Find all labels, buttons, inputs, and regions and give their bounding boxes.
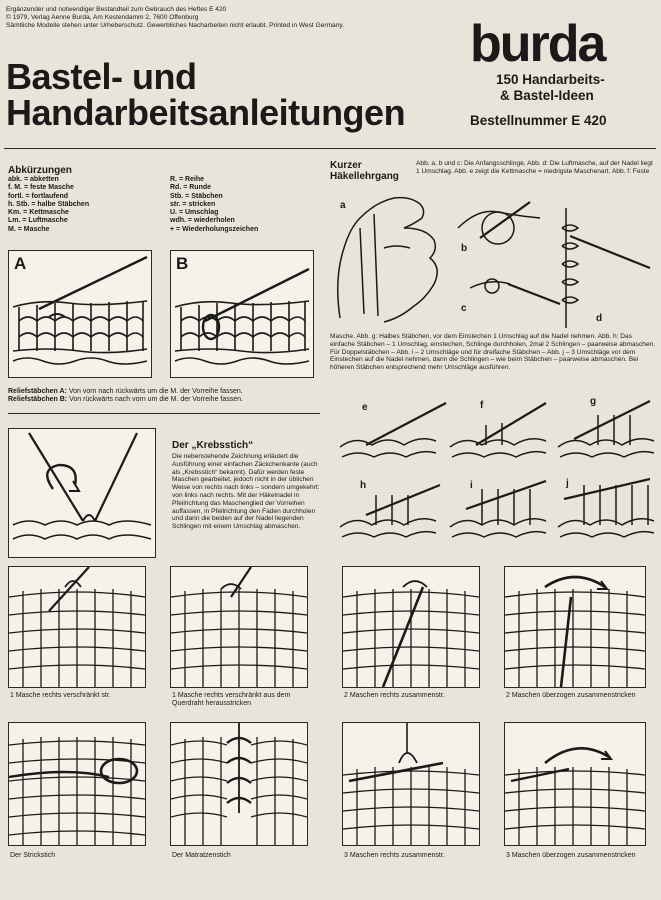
crochet-label-b: b (461, 243, 468, 254)
knitting-caption: 1 Masche rechts verschränkt aus dem Querdraht herausstricken (172, 692, 291, 708)
crochet-label-a: a (340, 200, 346, 211)
abbreviation-item: h. Stb. = halbe Stäbchen (8, 200, 90, 208)
crochet-heading-line2: Häkellehrgang (330, 171, 399, 182)
abbreviation-item: f. M. = feste Masche (8, 184, 74, 192)
subtitle-line1: 150 Handarbeits- (496, 72, 605, 87)
knitting-k2tog (342, 566, 480, 688)
crochet-heading-line1: Kurzer (330, 160, 362, 171)
abbreviation-item: R. = Reihe (170, 176, 205, 183)
abbreviations-heading: Abkürzungen (8, 165, 72, 176)
abbreviation-item: U. = Umschlag (170, 209, 219, 217)
header-note-line: Sämtliche Modelle stehen unter Urheberschutz. Gewerbliches Nacharbeiten nicht erlaubt. Printed in West Germany. (6, 21, 345, 29)
knitting-caption: 3 Maschen überzogen zusammenstricken (506, 852, 636, 859)
abbreviation-item: str. = stricken (170, 200, 216, 208)
crochet-label-j: j (566, 478, 569, 489)
crochet-label-h: h (360, 480, 367, 491)
relief-caption-a-text: Von vorn nach rückwärts um die M. der Vorreihe fassen. (66, 388, 243, 395)
subtitle-line2: & Bastel-Ideen (500, 88, 594, 103)
relief-a-label: A (14, 254, 27, 273)
page-title-line2: Handarbeitsanleitungen (6, 92, 406, 133)
crochet-course-intro: Abb. a, b und c: Die Anfangsschlinge, Abb. d: Die Luftmasche, auf der Nadel liegt 1 Umschlag. Abb. e zeigt die Kettmasche = niedrigste Maschenart. Abb. f: Feste (416, 160, 653, 175)
relief-captions (8, 388, 318, 404)
abbreviation-item: M. = Masche (8, 225, 50, 233)
relief-caption-b (8, 396, 318, 404)
crochet-label-i: i (470, 480, 473, 491)
knitting-caption: 2 Maschen rechts zusammenstr. (344, 692, 445, 699)
krebsstich-illustration (8, 428, 156, 558)
relief-caption-b-text: Von rückwärts nach vorn um die M. der Vorreihe fassen. (67, 396, 243, 404)
crochet-illustrations-a-d (330, 188, 656, 328)
knitting-twisted-stitch (8, 566, 146, 688)
header-divider (4, 148, 656, 149)
knitting-k3tog (342, 722, 480, 846)
abbreviation-item: Km. = Kettmasche (8, 209, 69, 217)
knitting-caption: 3 Maschen rechts zusammenstr. (344, 852, 445, 859)
abbreviation-item: Lm. = Luftmasche (8, 217, 68, 225)
knitting-mattress-stitch (170, 722, 308, 846)
abbreviations-left (8, 176, 158, 234)
relief-b-label: B (176, 254, 189, 273)
header-notes (6, 6, 436, 29)
abbreviations-right (170, 176, 320, 234)
crochet-illustrations-e-j (336, 395, 656, 547)
abbreviation-item: fortl. = fortlaufend (8, 192, 69, 200)
krebsstich-text: Die nebenstehende Zeichnung erläutert die Ausführung einer einfachen Zäckchenkante (auch als „Krebsstich“ bekannt). Dafür werden feste Maschen gearbeitet, jedoch nicht in der üblichen Weise von rechts nach links – sondern umgekehrt: von links nach rechts. Mit der Häkelnadel in Pfeilrichtung das Maschenglied der Vorreihen auffassen, in Pfeilrichtung den Faden durchholen und dann die beiden auf der Nadel liegenden Schlingen mit einem Umschlag abmaschen. (172, 453, 320, 531)
crochet-label-c: c (461, 303, 467, 314)
relief-a-illustration (8, 250, 152, 378)
crochet-label-e: e (362, 402, 368, 413)
crochet-course-heading (330, 160, 410, 182)
relief-b-illustration (170, 250, 314, 378)
abbreviation-item: wdh. = wiederholen (170, 217, 235, 225)
knitting-caption: Der Strickstich (10, 852, 56, 859)
relief-caption-a (8, 388, 318, 396)
abbreviation-item: abk. = abketten (8, 176, 59, 183)
knitting-caption: 2 Maschen überzogen zusammenstricken (506, 692, 636, 699)
krebsstich-heading: Der „Krebsstich“ (172, 440, 254, 451)
burda-logo: burda (470, 15, 605, 73)
knitting-sk2p (504, 722, 646, 846)
crochet-label-g: g (590, 396, 597, 407)
knitting-crossbar-stitch (170, 566, 308, 688)
crochet-course-body: Masche. Abb. g: Halbes Stäbchen, vor dem Einstechen 1 Umschlag auf die Nadel nehmen. Abb. h: Das einfache Stäbchen – 1 Umschlag, einstechen, Schlinge durchholen, 2mal 2 Schlingen – paarweise abmaschen. Für Doppelstäbchen – Abb. i – 2 Umschläge und für dreifache Stäbchen – Abb. j – 3 Umschläge vor dem Einstechen auf die Nadel nehmen, dann die Schlingen – wie beim Stäbchen – paarweise abmaschen. Bei höheren Stäbchen entsprechend mehr Umschläge ausführen. (330, 333, 656, 372)
abbreviation-item: Stb. = Stäbchen (170, 192, 223, 200)
header-note-line: © 1979, Verlag Aenne Burda, Am Kestendamm 2, 7600 Offenburg (6, 13, 199, 21)
knitting-caption: 1 Masche rechts verschränkt str. (10, 692, 111, 699)
knitting-caption: Der Matratzenstich (172, 852, 231, 859)
knitting-duplicate-stitch (8, 722, 146, 846)
crochet-label-d: d (596, 313, 603, 324)
page-title-line1: Bastel- und (6, 56, 197, 97)
abbreviation-item: Rd. = Runde (170, 184, 212, 192)
header-note-line: Ergänzender und notwendiger Bestandteil zum Gebrauch des Heftes E 420 (6, 6, 227, 13)
knitting-skp (504, 566, 646, 688)
section-divider (8, 413, 320, 414)
relief-caption-b-title: Reliefstäbchen B: (8, 396, 68, 404)
abbreviation-item: + = Wiederholungszeichen (170, 225, 259, 233)
crochet-label-f: f (480, 400, 484, 411)
order-number: Bestellnummer E 420 (470, 113, 607, 128)
relief-caption-a-title: Reliefstäbchen A: (8, 388, 67, 395)
